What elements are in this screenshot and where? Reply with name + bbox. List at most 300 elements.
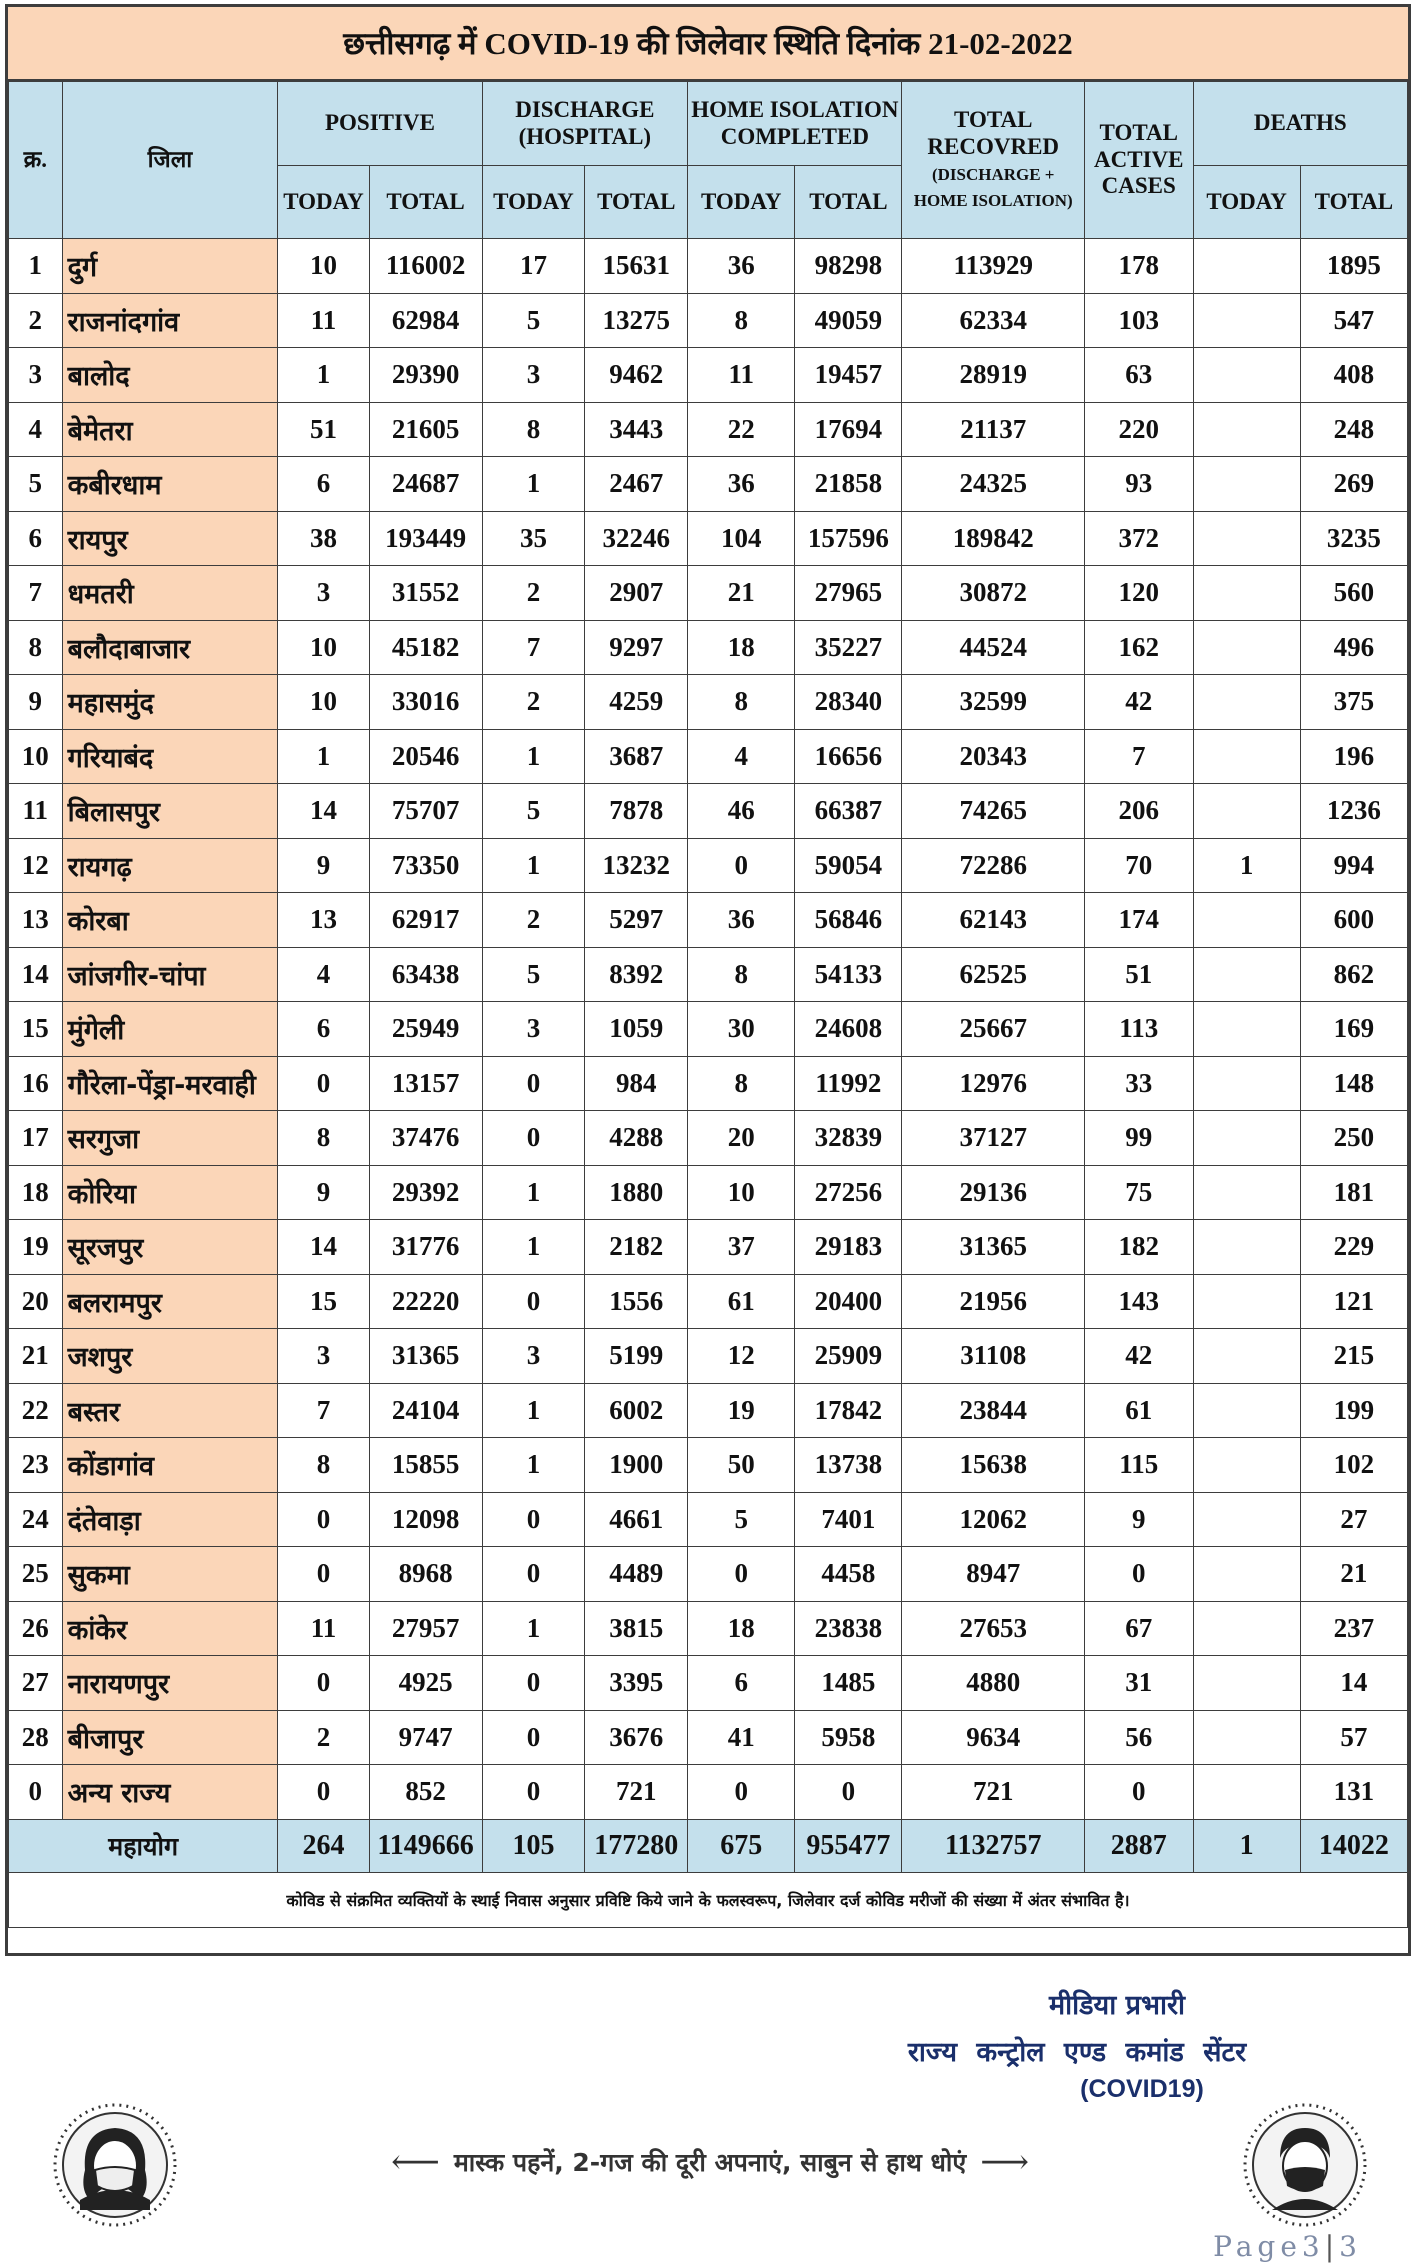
row-positive-total: 31552 [369,566,482,621]
row-deaths-today [1193,1710,1300,1765]
header-home-isolation-line1: HOME ISOLATION [691,97,899,123]
row-home-isolation-today: 50 [688,1438,795,1493]
header-deaths-today: TODAY [1193,166,1300,239]
row-discharge-today: 2 [482,675,585,730]
row-deaths-total: 215 [1300,1329,1407,1384]
row-discharge-today: 5 [482,947,585,1002]
row-discharge-total: 4661 [585,1492,688,1547]
row-discharge-total: 3395 [585,1656,688,1711]
row-home-isolation-total: 35227 [795,620,902,675]
row-home-isolation-total: 23838 [795,1601,902,1656]
woman-mask-icon [40,2100,190,2230]
row-home-isolation-today: 30 [688,1002,795,1057]
row-sno: 8 [9,620,63,675]
row-deaths-today [1193,1438,1300,1493]
table-row [9,457,1408,512]
row-home-isolation-today: 20 [688,1111,795,1166]
row-home-isolation-total: 1485 [795,1656,902,1711]
row-deaths-today [1193,239,1300,294]
signature-tag: (COVID19) [1080,2075,1204,2103]
row-positive-total: 62917 [369,893,482,948]
signature-block [842,1985,1312,2104]
arrow-right-icon: ⟶ [980,2142,1029,2182]
row-positive-today: 9 [278,1165,369,1220]
row-home-isolation-total: 16656 [795,729,902,784]
row-sno: 26 [9,1601,63,1656]
row-total-recovered: 29136 [902,1165,1084,1220]
row-total-recovered: 62334 [902,293,1084,348]
row-discharge-today: 0 [482,1547,585,1602]
row-discharge-total: 5199 [585,1329,688,1384]
slogan-row [210,2142,1210,2182]
row-deaths-today [1193,1056,1300,1111]
total-active: 2887 [1084,1819,1193,1872]
row-total-recovered: 27653 [902,1601,1084,1656]
row-sno: 10 [9,729,63,784]
row-home-isolation-today: 11 [688,348,795,403]
row-positive-total: 27957 [369,1601,482,1656]
row-district: बस्तर [62,1383,278,1438]
row-total-recovered: 32599 [902,675,1084,730]
row-active-cases: 75 [1084,1165,1193,1220]
row-active-cases: 56 [1084,1710,1193,1765]
row-active-cases: 113 [1084,1002,1193,1057]
row-discharge-total: 13275 [585,293,688,348]
row-positive-today: 0 [278,1056,369,1111]
row-deaths-today [1193,511,1300,566]
row-home-isolation-total: 27256 [795,1165,902,1220]
row-discharge-today: 7 [482,620,585,675]
row-sno: 17 [9,1111,63,1166]
row-positive-today: 9 [278,838,369,893]
row-deaths-total: 496 [1300,620,1407,675]
row-sno: 19 [9,1220,63,1275]
row-active-cases: 33 [1084,1056,1193,1111]
total-pos-today: 264 [278,1819,369,1872]
row-discharge-today: 3 [482,1002,585,1057]
row-sno: 4 [9,402,63,457]
row-positive-total: 45182 [369,620,482,675]
table-row [9,293,1408,348]
row-discharge-today: 1 [482,1165,585,1220]
district-table [8,81,1408,1928]
table-row [9,1656,1408,1711]
row-discharge-total: 32246 [585,511,688,566]
row-deaths-today [1193,293,1300,348]
row-district: बिलासपुर [62,784,278,839]
row-active-cases: 0 [1084,1765,1193,1820]
slogan-text: मास्क पहनें, 2-गज की दूरी अपनाएं, साबुन से हाथ धोएं [453,2148,967,2177]
row-total-recovered: 9634 [902,1710,1084,1765]
row-positive-total: 852 [369,1765,482,1820]
row-positive-today: 1 [278,729,369,784]
row-district: बलरामपुर [62,1274,278,1329]
table-row [9,1056,1408,1111]
row-home-isolation-total: 66387 [795,784,902,839]
header-total-recovered [902,82,1084,239]
row-active-cases: 93 [1084,457,1193,512]
row-discharge-today: 0 [482,1111,585,1166]
row-positive-total: 21605 [369,402,482,457]
header-deaths-total: TOTAL [1300,166,1407,239]
table-row [9,1329,1408,1384]
row-home-isolation-total: 4458 [795,1547,902,1602]
row-positive-total: 4925 [369,1656,482,1711]
row-active-cases: 120 [1084,566,1193,621]
row-discharge-today: 0 [482,1765,585,1820]
row-active-cases: 70 [1084,838,1193,893]
row-district: कांकेर [62,1601,278,1656]
row-total-recovered: 21137 [902,402,1084,457]
header-district: जिला [62,82,278,239]
row-home-isolation-today: 8 [688,947,795,1002]
row-positive-today: 15 [278,1274,369,1329]
table-row [9,511,1408,566]
table-row [9,239,1408,294]
row-total-recovered: 31108 [902,1329,1084,1384]
awareness-banner [40,2100,1380,2230]
row-home-isolation-today: 61 [688,1274,795,1329]
footnote: कोविड से संक्रमित व्यक्तियों के स्थाई निवास अनुसार प्रविष्टि किये जाने के फलस्वरूप, जिलेवार दर्ज कोविड मरीजों की संख्या में अंतर संभावित है। [9,1872,1408,1927]
row-sno: 12 [9,838,63,893]
table-row [9,1002,1408,1057]
row-home-isolation-total: 5958 [795,1710,902,1765]
row-discharge-today: 1 [482,729,585,784]
row-home-isolation-total: 59054 [795,838,902,893]
header-positive-today: TODAY [278,166,369,239]
row-discharge-total: 15631 [585,239,688,294]
table-row [9,1220,1408,1275]
row-total-recovered: 28919 [902,348,1084,403]
row-positive-total: 20546 [369,729,482,784]
row-home-isolation-total: 17842 [795,1383,902,1438]
row-home-isolation-today: 36 [688,893,795,948]
row-active-cases: 143 [1084,1274,1193,1329]
page-label: Page [1213,2230,1302,2263]
row-positive-total: 31365 [369,1329,482,1384]
row-home-isolation-today: 10 [688,1165,795,1220]
row-home-isolation-today: 46 [688,784,795,839]
row-deaths-total: 248 [1300,402,1407,457]
row-home-isolation-today: 37 [688,1220,795,1275]
row-district: कोरबा [62,893,278,948]
row-deaths-total: 1895 [1300,239,1407,294]
row-sno: 23 [9,1438,63,1493]
row-positive-today: 4 [278,947,369,1002]
row-positive-today: 10 [278,239,369,294]
row-sno: 16 [9,1056,63,1111]
row-deaths-today [1193,1002,1300,1057]
row-district: जशपुर [62,1329,278,1384]
row-home-isolation-total: 21858 [795,457,902,512]
row-deaths-today [1193,620,1300,675]
row-discharge-total: 7878 [585,784,688,839]
total-death-today: 1 [1193,1819,1300,1872]
row-total-recovered: 15638 [902,1438,1084,1493]
row-active-cases: 206 [1084,784,1193,839]
row-deaths-total: 994 [1300,838,1407,893]
row-positive-total: 29392 [369,1165,482,1220]
header-positive: POSITIVE [278,82,482,166]
row-discharge-total: 4288 [585,1111,688,1166]
row-positive-total: 24104 [369,1383,482,1438]
row-sno: 22 [9,1383,63,1438]
row-total-recovered: 24325 [902,457,1084,512]
row-discharge-total: 4259 [585,675,688,730]
row-positive-today: 0 [278,1492,369,1547]
header-active-line2: ACTIVE [1094,146,1184,172]
row-active-cases: 63 [1084,348,1193,403]
row-district: जांजगीर-चांपा [62,947,278,1002]
row-sno: 5 [9,457,63,512]
row-total-recovered: 4880 [902,1656,1084,1711]
row-active-cases: 9 [1084,1492,1193,1547]
row-discharge-total: 2467 [585,457,688,512]
row-home-isolation-today: 41 [688,1710,795,1765]
row-total-recovered: 74265 [902,784,1084,839]
row-total-recovered: 25667 [902,1002,1084,1057]
header-home-isolation-line2: COMPLETED [720,123,869,149]
row-home-isolation-today: 0 [688,1765,795,1820]
row-sno: 15 [9,1002,63,1057]
table-body [9,239,1408,1928]
row-deaths-today [1193,1274,1300,1329]
table-row [9,1165,1408,1220]
row-discharge-total: 984 [585,1056,688,1111]
row-total-recovered: 21956 [902,1274,1084,1329]
header-home-isolation-today: TODAY [688,166,795,239]
row-positive-today: 10 [278,675,369,730]
row-district: रायगढ़ [62,838,278,893]
row-deaths-total: 121 [1300,1274,1407,1329]
row-home-isolation-total: 28340 [795,675,902,730]
row-sno: 13 [9,893,63,948]
row-home-isolation-today: 18 [688,1601,795,1656]
row-deaths-today [1193,1547,1300,1602]
row-discharge-total: 1556 [585,1274,688,1329]
page-separator: | [1324,2230,1340,2263]
row-active-cases: 178 [1084,239,1193,294]
row-sno: 27 [9,1656,63,1711]
row-home-isolation-today: 0 [688,1547,795,1602]
row-deaths-total: 408 [1300,348,1407,403]
row-sno: 18 [9,1165,63,1220]
row-home-isolation-today: 4 [688,729,795,784]
header-active-cases [1084,82,1193,239]
total-dis-today: 105 [482,1819,585,1872]
row-active-cases: 99 [1084,1111,1193,1166]
row-deaths-today [1193,1383,1300,1438]
table-row [9,348,1408,403]
row-home-isolation-today: 0 [688,838,795,893]
row-discharge-total: 8392 [585,947,688,1002]
row-discharge-total: 3687 [585,729,688,784]
row-deaths-today [1193,1656,1300,1711]
row-district: महासमुंद [62,675,278,730]
row-active-cases: 51 [1084,947,1193,1002]
row-deaths-today [1193,566,1300,621]
row-district: बालोद [62,348,278,403]
row-deaths-total: 600 [1300,893,1407,948]
row-discharge-total: 3815 [585,1601,688,1656]
row-deaths-total: 196 [1300,729,1407,784]
table-row [9,947,1408,1002]
row-positive-today: 14 [278,784,369,839]
row-deaths-today [1193,1111,1300,1166]
row-district: अन्य राज्य [62,1765,278,1820]
table-row [9,729,1408,784]
note-row [9,1872,1408,1927]
row-sno: 21 [9,1329,63,1384]
row-district: बेमेतरा [62,402,278,457]
row-positive-total: 13157 [369,1056,482,1111]
row-home-isolation-total: 98298 [795,239,902,294]
row-discharge-today: 17 [482,239,585,294]
page-number [1213,2230,1362,2263]
row-active-cases: 174 [1084,893,1193,948]
row-district: दुर्ग [62,239,278,294]
header-positive-total: TOTAL [369,166,482,239]
row-discharge-today: 1 [482,1220,585,1275]
row-deaths-total: 148 [1300,1056,1407,1111]
row-home-isolation-total: 54133 [795,947,902,1002]
header-active-line3: CASES [1101,173,1176,199]
signature-office: राज्य कन्ट्रोल एण्ड कमांड सेंटर [907,2037,1247,2068]
row-discharge-total: 9297 [585,620,688,675]
row-positive-today: 7 [278,1383,369,1438]
row-deaths-total: 375 [1300,675,1407,730]
row-deaths-today [1193,1165,1300,1220]
row-discharge-total: 13232 [585,838,688,893]
table-row [9,838,1408,893]
row-deaths-total: 250 [1300,1111,1407,1166]
row-total-recovered: 37127 [902,1111,1084,1166]
row-home-isolation-total: 56846 [795,893,902,948]
row-home-isolation-today: 8 [688,1056,795,1111]
row-home-isolation-today: 8 [688,675,795,730]
row-district: दंतेवाड़ा [62,1492,278,1547]
table-row [9,784,1408,839]
row-home-isolation-total: 20400 [795,1274,902,1329]
row-deaths-today [1193,1220,1300,1275]
row-discharge-today: 1 [482,1383,585,1438]
row-positive-total: 193449 [369,511,482,566]
row-home-isolation-total: 0 [795,1765,902,1820]
row-home-isolation-today: 36 [688,239,795,294]
row-positive-total: 62984 [369,293,482,348]
row-home-isolation-today: 6 [688,1656,795,1711]
row-deaths-total: 21 [1300,1547,1407,1602]
header-discharge-line2: (HOSPITAL) [518,123,652,149]
row-active-cases: 31 [1084,1656,1193,1711]
row-district: धमतरी [62,566,278,621]
page-total: 3 [1339,2230,1362,2263]
header-deaths: DEATHS [1193,82,1407,166]
row-district: गौरेला-पेंड्रा-मरवाही [62,1056,278,1111]
grand-total-row [9,1819,1408,1872]
row-home-isolation-today: 18 [688,620,795,675]
table-row [9,1765,1408,1820]
row-sno: 2 [9,293,63,348]
row-home-isolation-today: 12 [688,1329,795,1384]
page-current: 3 [1301,2230,1325,2263]
row-home-isolation-total: 7401 [795,1492,902,1547]
row-active-cases: 7 [1084,729,1193,784]
row-district: नारायणपुर [62,1656,278,1711]
table-row [9,566,1408,621]
row-positive-total: 31776 [369,1220,482,1275]
row-positive-today: 6 [278,457,369,512]
row-discharge-today: 2 [482,566,585,621]
row-discharge-today: 0 [482,1056,585,1111]
row-home-isolation-total: 25909 [795,1329,902,1384]
row-total-recovered: 12976 [902,1056,1084,1111]
total-pos-total: 1149666 [369,1819,482,1872]
row-positive-today: 1 [278,348,369,403]
row-sno: 0 [9,1765,63,1820]
row-home-isolation-today: 104 [688,511,795,566]
report-title: छत्तीसगढ़ में COVID-19 की जिलेवार स्थिति दिनांक 21-02-2022 [8,7,1408,81]
row-discharge-total: 9462 [585,348,688,403]
row-deaths-today [1193,947,1300,1002]
row-active-cases: 42 [1084,675,1193,730]
row-active-cases: 182 [1084,1220,1193,1275]
row-total-recovered: 12062 [902,1492,1084,1547]
row-district: कबीरधाम [62,457,278,512]
header-home-isolation-total: TOTAL [795,166,902,239]
row-sno: 24 [9,1492,63,1547]
table-row [9,1547,1408,1602]
row-discharge-today: 3 [482,348,585,403]
row-deaths-total: 3235 [1300,511,1407,566]
row-total-recovered: 20343 [902,729,1084,784]
total-hi-total: 955477 [795,1819,902,1872]
row-district: मुंगेली [62,1002,278,1057]
row-total-recovered: 23844 [902,1383,1084,1438]
row-total-recovered: 30872 [902,566,1084,621]
row-positive-total: 15855 [369,1438,482,1493]
row-positive-total: 8968 [369,1547,482,1602]
row-home-isolation-total: 32839 [795,1111,902,1166]
row-district: राजनांदगांव [62,293,278,348]
row-positive-total: 37476 [369,1111,482,1166]
row-positive-today: 11 [278,1601,369,1656]
row-home-isolation-total: 17694 [795,402,902,457]
row-deaths-total: 27 [1300,1492,1407,1547]
row-positive-today: 14 [278,1220,369,1275]
row-total-recovered: 113929 [902,239,1084,294]
row-sno: 25 [9,1547,63,1602]
row-deaths-today [1193,402,1300,457]
total-label: महायोग [9,1819,278,1872]
row-discharge-total: 1059 [585,1002,688,1057]
table-header [9,82,1408,239]
row-discharge-today: 1 [482,1601,585,1656]
row-deaths-total: 57 [1300,1710,1407,1765]
row-discharge-today: 0 [482,1656,585,1711]
row-deaths-total: 199 [1300,1383,1407,1438]
row-positive-today: 2 [278,1710,369,1765]
table-row [9,1111,1408,1166]
row-discharge-today: 0 [482,1710,585,1765]
row-discharge-today: 1 [482,1438,585,1493]
table-row [9,893,1408,948]
row-discharge-today: 1 [482,457,585,512]
row-deaths-total: 237 [1300,1601,1407,1656]
row-home-isolation-total: 49059 [795,293,902,348]
row-positive-total: 29390 [369,348,482,403]
row-positive-today: 13 [278,893,369,948]
